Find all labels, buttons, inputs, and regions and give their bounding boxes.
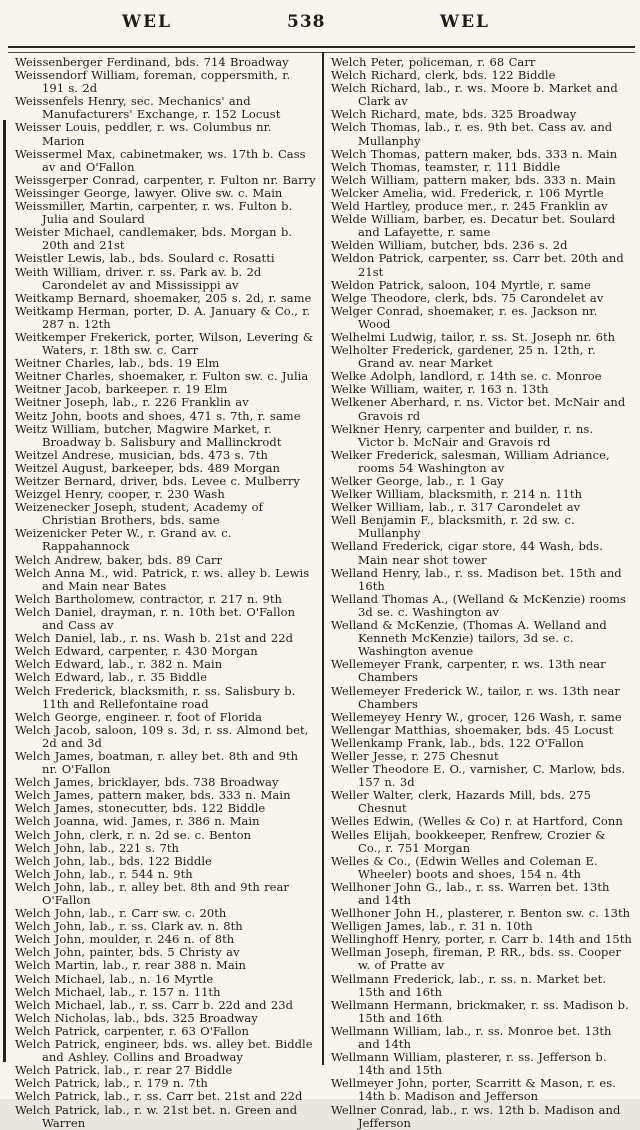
directory-column-right: [331, 56, 632, 1130]
directory-entry: Welch Patrick, carpenter, r. 63 O'Fallon: [15, 1023, 249, 1038]
directory-entry: Weister Michael, candlemaker, bds. Morgan b. 20th and 21st: [15, 225, 293, 253]
directory-entry: Weldon Patrick, saloon, 104 Myrtle, r. same: [331, 277, 591, 292]
directory-entry: Welles Edwin, (Welles & Co) r. at Hartford, Conn: [331, 814, 623, 829]
directory-entry: Weizgel Henry, cooper, r. 230 Wash: [15, 487, 225, 502]
directory-entry: Welles Elijah, bookkeeper, Renfrew, Crozier & Co., r. 751 Morgan: [331, 827, 606, 855]
directory-entry: Welch Nicholas, lab., bds. 325 Broadway: [15, 1010, 258, 1025]
directory-entry: Welch Joanna, wid. James, r. 386 n. Main: [15, 814, 260, 829]
directory-entry: Welland Thomas A., (Welland & McKenzie) rooms 3d se. c. Washington av: [331, 591, 627, 619]
directory-entry: Welland & McKenzie, (Thomas A. Welland and Kenneth McKenzie) tailors, 3d se. c. Washington avenue: [331, 618, 607, 659]
directory-entry: Welch John, lab., r. Carr sw. c. 20th: [15, 906, 227, 921]
directory-entry: Welker William, blacksmith, r. 214 n. 11th: [331, 487, 583, 502]
directory-entry: Wellmann William, lab., r. ss. Monroe bet. 13th and 14th: [331, 1023, 612, 1052]
directory-entry: Welch Michael, lab., n. 16 Myrtle: [15, 971, 214, 986]
directory-entry: Well Benjamin F., blacksmith, r. 2d sw. c. Mullanphy: [331, 513, 575, 541]
running-head: [0, 12, 640, 42]
directory-entry: Welch Martin, lab., r. rear 388 n. Main: [15, 958, 246, 973]
directory-entry: Welke Adolph, landlord, r. 14th se. c. Monroe: [331, 369, 602, 384]
directory-entry: Wellmeyer John, porter, Scarritt & Mason, r. es. 14th b. Madison and Jefferson: [331, 1076, 616, 1104]
directory-entry: Weissenberger Ferdinand, bds. 714 Broadway: [15, 55, 289, 69]
directory-entry: Weitz John, boots and shoes, 471 s. 7th, r. same: [15, 408, 301, 423]
directory-entry: Welch Patrick, lab., r. 179 n. 7th: [15, 1076, 208, 1091]
directory-entry: Weissmiller, Martin, carpenter, r. ws. Fulton b. Julia and Soulard: [15, 199, 293, 227]
directory-entry: Welch Anna M., wid. Patrick, r. ws. alley b. Lewis and Main near Bates: [15, 565, 310, 593]
directory-entry: Wellemeyey Henry W., grocer, 126 Wash, r. same: [331, 709, 622, 724]
directory-entry: Welke William, waiter, r. 163 n. 13th: [331, 382, 549, 397]
directory-entry: Weitner Charles, shoemaker, r. Fulton sw. c. Julia: [15, 369, 309, 384]
directory-entry: Welch Patrick. lab., r. rear 27 Biddle: [15, 1063, 233, 1078]
directory-entry: Welhelmi Ludwig, tailor, r. ss. St. Joseph nr. 6th: [331, 329, 616, 344]
directory-entry: Welker George, lab., r. 1 Gay: [331, 474, 504, 488]
directory-entry: Weitzel Andrese, musician, bds. 473 s. 7th: [15, 447, 268, 462]
directory-entry: Weissgerper Conrad, carpenter, r. Fulton nr. Barry: [15, 172, 316, 187]
directory-entry: Welker Frederick, salesman, William Adriance, rooms 54 Washington av: [331, 447, 610, 475]
directory-entry: Welch Richard, lab., r. ws. Moore b. Market and Clark av: [331, 81, 618, 109]
directory-entry: Wellmann Hermann, brickmaker, r. ss. Madison b. 15th and 16th: [331, 997, 629, 1025]
directory-entry: Welch John, lab., r. 544 n. 9th: [15, 866, 193, 881]
directory-entry: Welch William, pattern maker, bds. 333 n. Main: [331, 172, 616, 187]
page-number: 538: [287, 12, 326, 32]
directory-entry: Weizenicker Peter W., r. Grand av. c. Rappahannock: [15, 526, 232, 554]
directory-entry: Welch John, lab., 221 s. 7th: [15, 840, 179, 855]
directory-entry: Welch Richard, clerk, bds. 122 Biddle: [331, 68, 556, 83]
directory-entry: Welch James, stonecutter, bds. 122 Biddle: [15, 801, 266, 816]
directory-entry: Welch Andrew, baker, bds. 89 Carr: [15, 552, 223, 567]
directory-entry: Welch James, boatman, r. alley bet. 8th and 9th nr. O'Fallon: [15, 748, 299, 777]
directory-entry: Welch Daniel, lab., r. ns. Wash b. 21st and 22d: [15, 631, 293, 646]
directory-entry: Welde William, barber, es. Decatur bet. Soulard and Lafayette, r. same: [331, 212, 616, 240]
directory-entry: Weissendorf William, foreman, coppersmith, r. 191 s. 2d: [15, 68, 291, 96]
directory-entry: Welch Edward, lab., r. 382 n. Main: [15, 657, 223, 672]
directory-entry: Weistler Lewis, lab., bds. Soulard c. Rosatti: [15, 251, 275, 266]
directory-entry: Weitzer Bernard, driver, bds. Levee c. Mulberry: [15, 474, 300, 488]
directory-entry: Welkner Henry, carpenter and builder, r. ns. Victor b. McNair and Gravois rd: [331, 421, 594, 449]
header-right-word: WEL: [440, 12, 491, 32]
directory-entry: Welch John, lab., r. ss. Clark av. n. 8th: [15, 919, 243, 934]
directory-entry: Wellmann William, plasterer, r. ss. Jefferson b. 14th and 15th: [331, 1050, 607, 1078]
directory-entry: Weller Walter, clerk, Hazards Mill, bds. 275 Chesnut: [331, 788, 592, 816]
directory-entry: Welge Theodore, clerk, bds. 75 Carondelet av: [331, 290, 604, 305]
directory-entry: Welch Thomas, lab., r. es. 9th bet. Cass av. and Mullanphy: [331, 120, 613, 148]
directory-entry: Welker William, lab., r. 317 Carondelet av: [331, 500, 581, 515]
directory-entry: Welch Edward, lab., r. 35 Biddle: [15, 670, 208, 685]
directory-entry: Welholter Frederick, gardener, 25 n. 12th, r. Grand av. near Market: [331, 343, 596, 371]
directory-entry: Weldon Patrick, carpenter, ss. Carr bet. 20th and 21st: [331, 251, 624, 279]
directory-entry: Weitkamp Bernard, shoemaker, 205 s. 2d, r. same: [15, 290, 312, 305]
directory-entry: Welch John, painter, bds. 5 Christy av: [15, 945, 240, 960]
directory-entry: Weitkamp Herman, porter, D. A. January & Co., r. 287 n. 12th: [15, 303, 311, 331]
directory-entry: Welch Michael, lab., r. 157 n. 11th: [15, 984, 221, 999]
directory-entry: Wellinghoff Henry, porter, r. Carr b. 14th and 15th: [331, 932, 632, 947]
directory-entry: Welden William, butcher, bds. 236 s. 2d: [331, 238, 568, 253]
directory-entry: Weitz William, butcher, Magwire Market, r. Broadway b. Salisbury and Mallinckrodt: [15, 421, 282, 449]
directory-entry: Weizenecker Joseph, student, Academy of Christian Brothers, bds. same: [15, 500, 263, 528]
directory-entry: Weld Hartley, produce mer., r. 245 Franklin av: [331, 199, 608, 214]
column-divider: [322, 52, 324, 1065]
directory-entry: Wellemeyer Frank, carpenter, r. ws. 13th near Chambers: [331, 657, 606, 685]
directory-entry: Welch Michael, lab., r. ss. Carr b. 22d and 23d: [15, 997, 293, 1012]
directory-entry: Welch John, lab., r. alley bet. 8th and 9th rear O'Fallon: [15, 879, 289, 907]
directory-entry: Welch Jacob, saloon, 109 s. 3d, r. ss. Almond bet, 2d and 3d: [15, 722, 309, 750]
directory-entry: Wellmann Frederick, lab., r. ss. n. Market bet. 15th and 16th: [331, 971, 607, 999]
directory-entry: Welles & Co., (Edwin Welles and Coleman E. Wheeler) boots and shoes, 154 n. 4th: [331, 853, 598, 881]
directory-entry: Wellenkamp Frank, lab., bds. 122 O'Fallon: [331, 735, 584, 750]
directory-entry: Weitner Jacob, barkeeper. r. 19 Elm: [15, 382, 228, 397]
directory-entry: Welch John, lab., bds. 122 Biddle: [15, 853, 212, 868]
directory-entry: Weitkemper Frekerick, porter, Wilson, Levering & Waters, r. 18th sw. c. Carr: [15, 329, 314, 358]
directory-entry: Welch Thomas, teamster, r. 111 Biddle: [331, 159, 561, 174]
directory-entry: Wellman Joseph, fireman, P. RR., bds. ss. Cooper w. of Pratte av: [331, 945, 621, 973]
directory-entry: Weller Jesse, r. 275 Chesnut: [331, 748, 499, 763]
left-edge-rule: [3, 120, 6, 1062]
directory-entry: Wellhoner John G., lab., r. ss. Warren bet. 13th and 14th: [331, 879, 610, 907]
directory-entry: Wellhoner John H., plasterer, r. Benton sw. c. 13th: [331, 906, 631, 921]
directory-entry: Welch Frederick, blacksmith, r. ss. Salisbury b. 11th and Rellefontaine road: [15, 683, 296, 711]
directory-entry: Wellner Conrad, lab., r. ws. 12th b. Madison and Jefferson: [331, 1102, 621, 1130]
directory-entry: Weissermel Max, cabinetmaker, ws. 17th b. Cass av and O'Fallon: [15, 146, 306, 174]
directory-entry: Wellemeyer Frederick W., tailor, r. ws. 13th near Chambers: [331, 683, 620, 711]
directory-entry: Welch Patrick, lab., r. ss. Carr bet. 21st and 22d: [15, 1089, 303, 1104]
directory-entry: Welch Daniel, drayman, r. n. 10th bet. O'Fallon and Cass av: [15, 604, 296, 633]
directory-entry: Welch Thomas, pattern maker, bds. 333 n. Main: [331, 146, 618, 161]
directory-entry: Welland Henry, lab., r. ss. Madison bet. 15th and 16th: [331, 565, 622, 593]
directory-column-left: [15, 56, 316, 1130]
directory-entry: Weisser Louis, peddler, r. ws. Columbus nr. Marion: [15, 120, 272, 148]
directory-entry: Welch John, clerk, r. n. 2d se. c. Benton: [15, 827, 252, 842]
directory-entry: Weissinger George, lawyer. Olive sw. c. Main: [15, 185, 283, 200]
directory-entry: Welcker Amelia, wid. Frederick, r. 106 Myrtle: [331, 185, 604, 200]
directory-entry: Welch Bartholomew, contractor, r. 217 n. 9th: [15, 591, 283, 606]
directory-entry: Welch George, engineer. r. foot of Florida: [15, 709, 263, 724]
directory-entry: Weitner Charles, lab., bds. 19 Elm: [15, 356, 220, 371]
directory-entry: Welch Richard, mate, bds. 325 Broadway: [331, 107, 577, 122]
directory-entry: Weitzel August, barkeeper, bds. 489 Morgan: [15, 460, 280, 475]
directory-entry: Welger Conrad, shoemaker, r. es. Jackson nr. Wood: [331, 303, 598, 331]
directory-entry: Welch John, moulder, r. 246 n. of 8th: [15, 932, 235, 947]
directory-entry: Weller Theodore E. O., varnisher, C. Marlow, bds. 157 n. 3d: [331, 762, 626, 790]
directory-entry: Welch Patrick, lab., r. w. 21st bet. n. Green and Warren: [15, 1102, 298, 1130]
directory-entry: Welch James, bricklayer, bds. 738 Broadway: [15, 775, 279, 790]
directory-entry: Wellengar Matthias, shoemaker, bds. 45 Locust: [331, 722, 614, 737]
directory-entry: Weith William, driver. r. ss. Park av. b. 2d Carondelet av and Mississippi av: [15, 264, 262, 292]
header-left-word: WEL: [122, 12, 173, 32]
directory-entry: Welch Peter, policeman, r. 68 Carr: [331, 55, 536, 69]
directory-entry: Welligen James, lab., r. 31 n. 10th: [331, 919, 533, 934]
directory-entry: Welch Edward, carpenter, r. 430 Morgan: [15, 644, 258, 659]
directory-entry: Welch Patrick, engineer, bds. ws. alley bet. Biddle and Ashley. Collins and Broadway: [15, 1037, 313, 1065]
directory-entry: Welkener Aberhard, r. ns. Victor bet. McNair and Gravois rd: [331, 395, 626, 423]
directory-entry: Weitner Joseph, lab., r. 226 Franklin av: [15, 395, 249, 410]
directory-entry: Welland Frederick, cigar store, 44 Wash, bds. Main near shot tower: [331, 539, 603, 567]
directory-entry: Weissenfels Henry, sec. Mechanics' and Manufacturers' Exchange, r. 152 Locust: [15, 94, 281, 122]
directory-entry: Welch James, pattern maker, bds. 333 n. Main: [15, 788, 291, 803]
